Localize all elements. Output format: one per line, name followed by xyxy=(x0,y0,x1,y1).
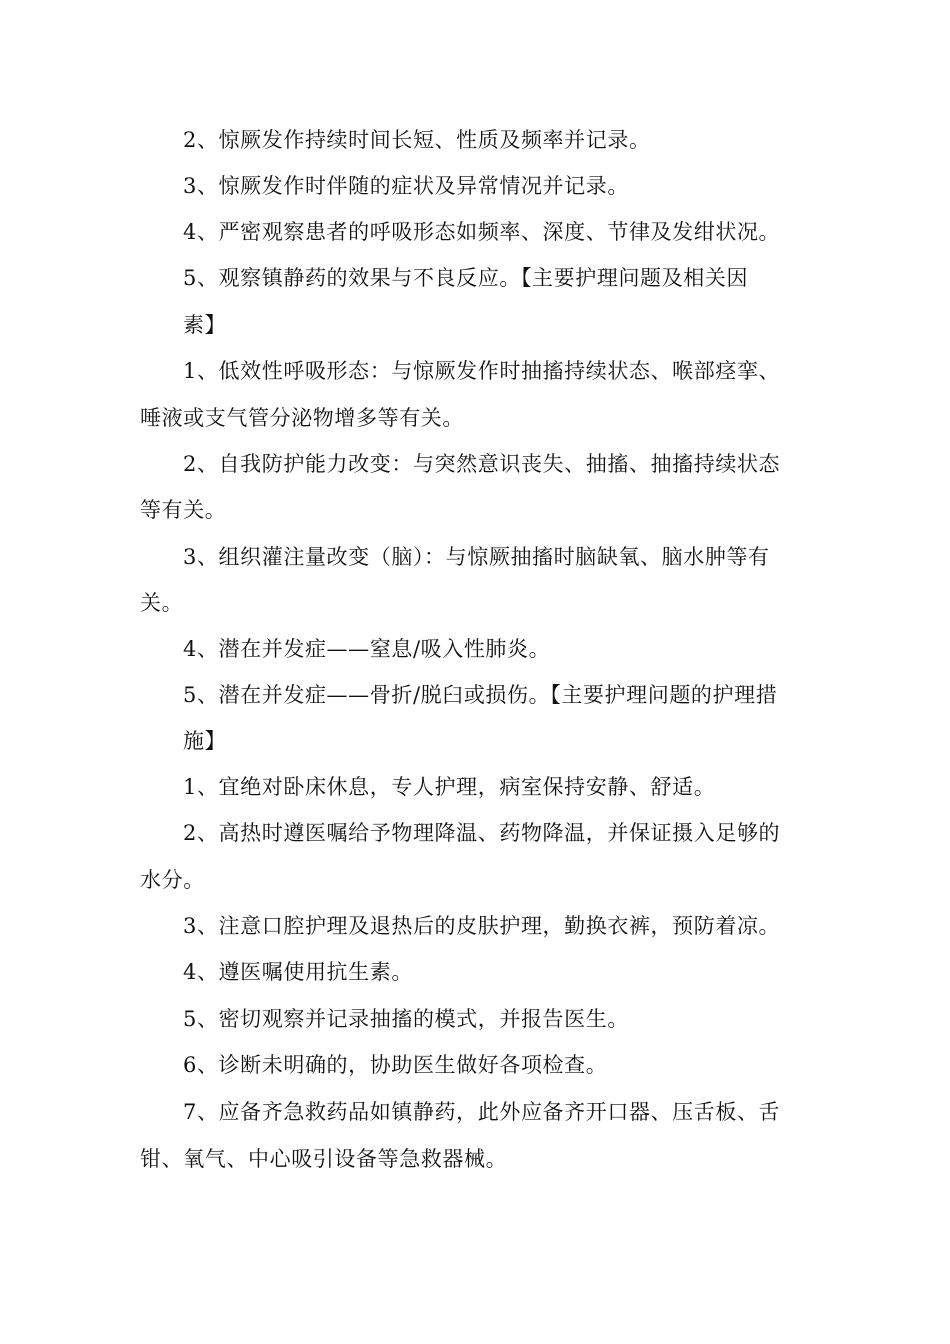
section-heading-end: 素】 xyxy=(183,313,227,337)
paragraph-line: 水分。 xyxy=(140,868,205,892)
paragraph-line: 2、惊厥发作持续时间长短、性质及频率并记录。 xyxy=(183,128,651,152)
paragraph-line: 3、惊厥发作时伴随的症状及异常情况并记录。 xyxy=(183,174,629,198)
paragraph-line: 4、严密观察患者的呼吸形态如频率、深度、节律及发绀状况。 xyxy=(183,220,781,244)
paragraph-line: 2、高热时遵医嘱给予物理降温、药物降温，并保证摄入足够的 xyxy=(183,821,781,845)
paragraph-line: 5、潜在并发症——骨折/脱臼或损伤。【主要护理问题的护理措 xyxy=(183,683,778,707)
paragraph-line: 关。 xyxy=(140,591,184,615)
paragraph-line: 4、遵医嘱使用抗生素。 xyxy=(183,960,413,984)
paragraph-line: 1、低效性呼吸形态：与惊厥发作时抽搐持续状态、喉部痉挛、 xyxy=(183,359,781,383)
paragraph-line: 1、宜绝对卧床休息，专人护理，病室保持安静、舒适。 xyxy=(183,775,716,799)
paragraph-line: 6、诊断未明确的，协助医生做好各项检查。 xyxy=(183,1053,608,1077)
paragraph-line: 5、观察镇静药的效果与不良反应。【主要护理问题及相关因 xyxy=(183,266,749,290)
section-heading-end: 施】 xyxy=(183,729,227,753)
paragraph-line: 钳、氧气、中心吸引设备等急救器械。 xyxy=(140,1147,508,1171)
paragraph-line: 唾液或支气管分泌物增多等有关。 xyxy=(140,406,464,430)
paragraph-line: 3、注意口腔护理及退热后的皮肤护理，勤换衣裤，预防着凉。 xyxy=(183,914,781,938)
paragraph-line: 5、密切观察并记录抽搐的模式，并报告医生。 xyxy=(183,1007,629,1031)
paragraph-line: 3、组织灌注量改变（脑）：与惊厥抽搐时脑缺氧、脑水肿等有 xyxy=(183,545,770,569)
paragraph-line: 4、潜在并发症——窒息/吸入性肺炎。 xyxy=(183,637,551,661)
paragraph-line: 2、自我防护能力改变：与突然意识丧失、抽搐、抽搐持续状态 xyxy=(183,452,781,476)
paragraph-line: 等有关。 xyxy=(140,498,227,522)
paragraph-line: 7、应备齐急救药品如镇静药，此外应备齐开口器、压舌板、舌 xyxy=(183,1100,781,1124)
